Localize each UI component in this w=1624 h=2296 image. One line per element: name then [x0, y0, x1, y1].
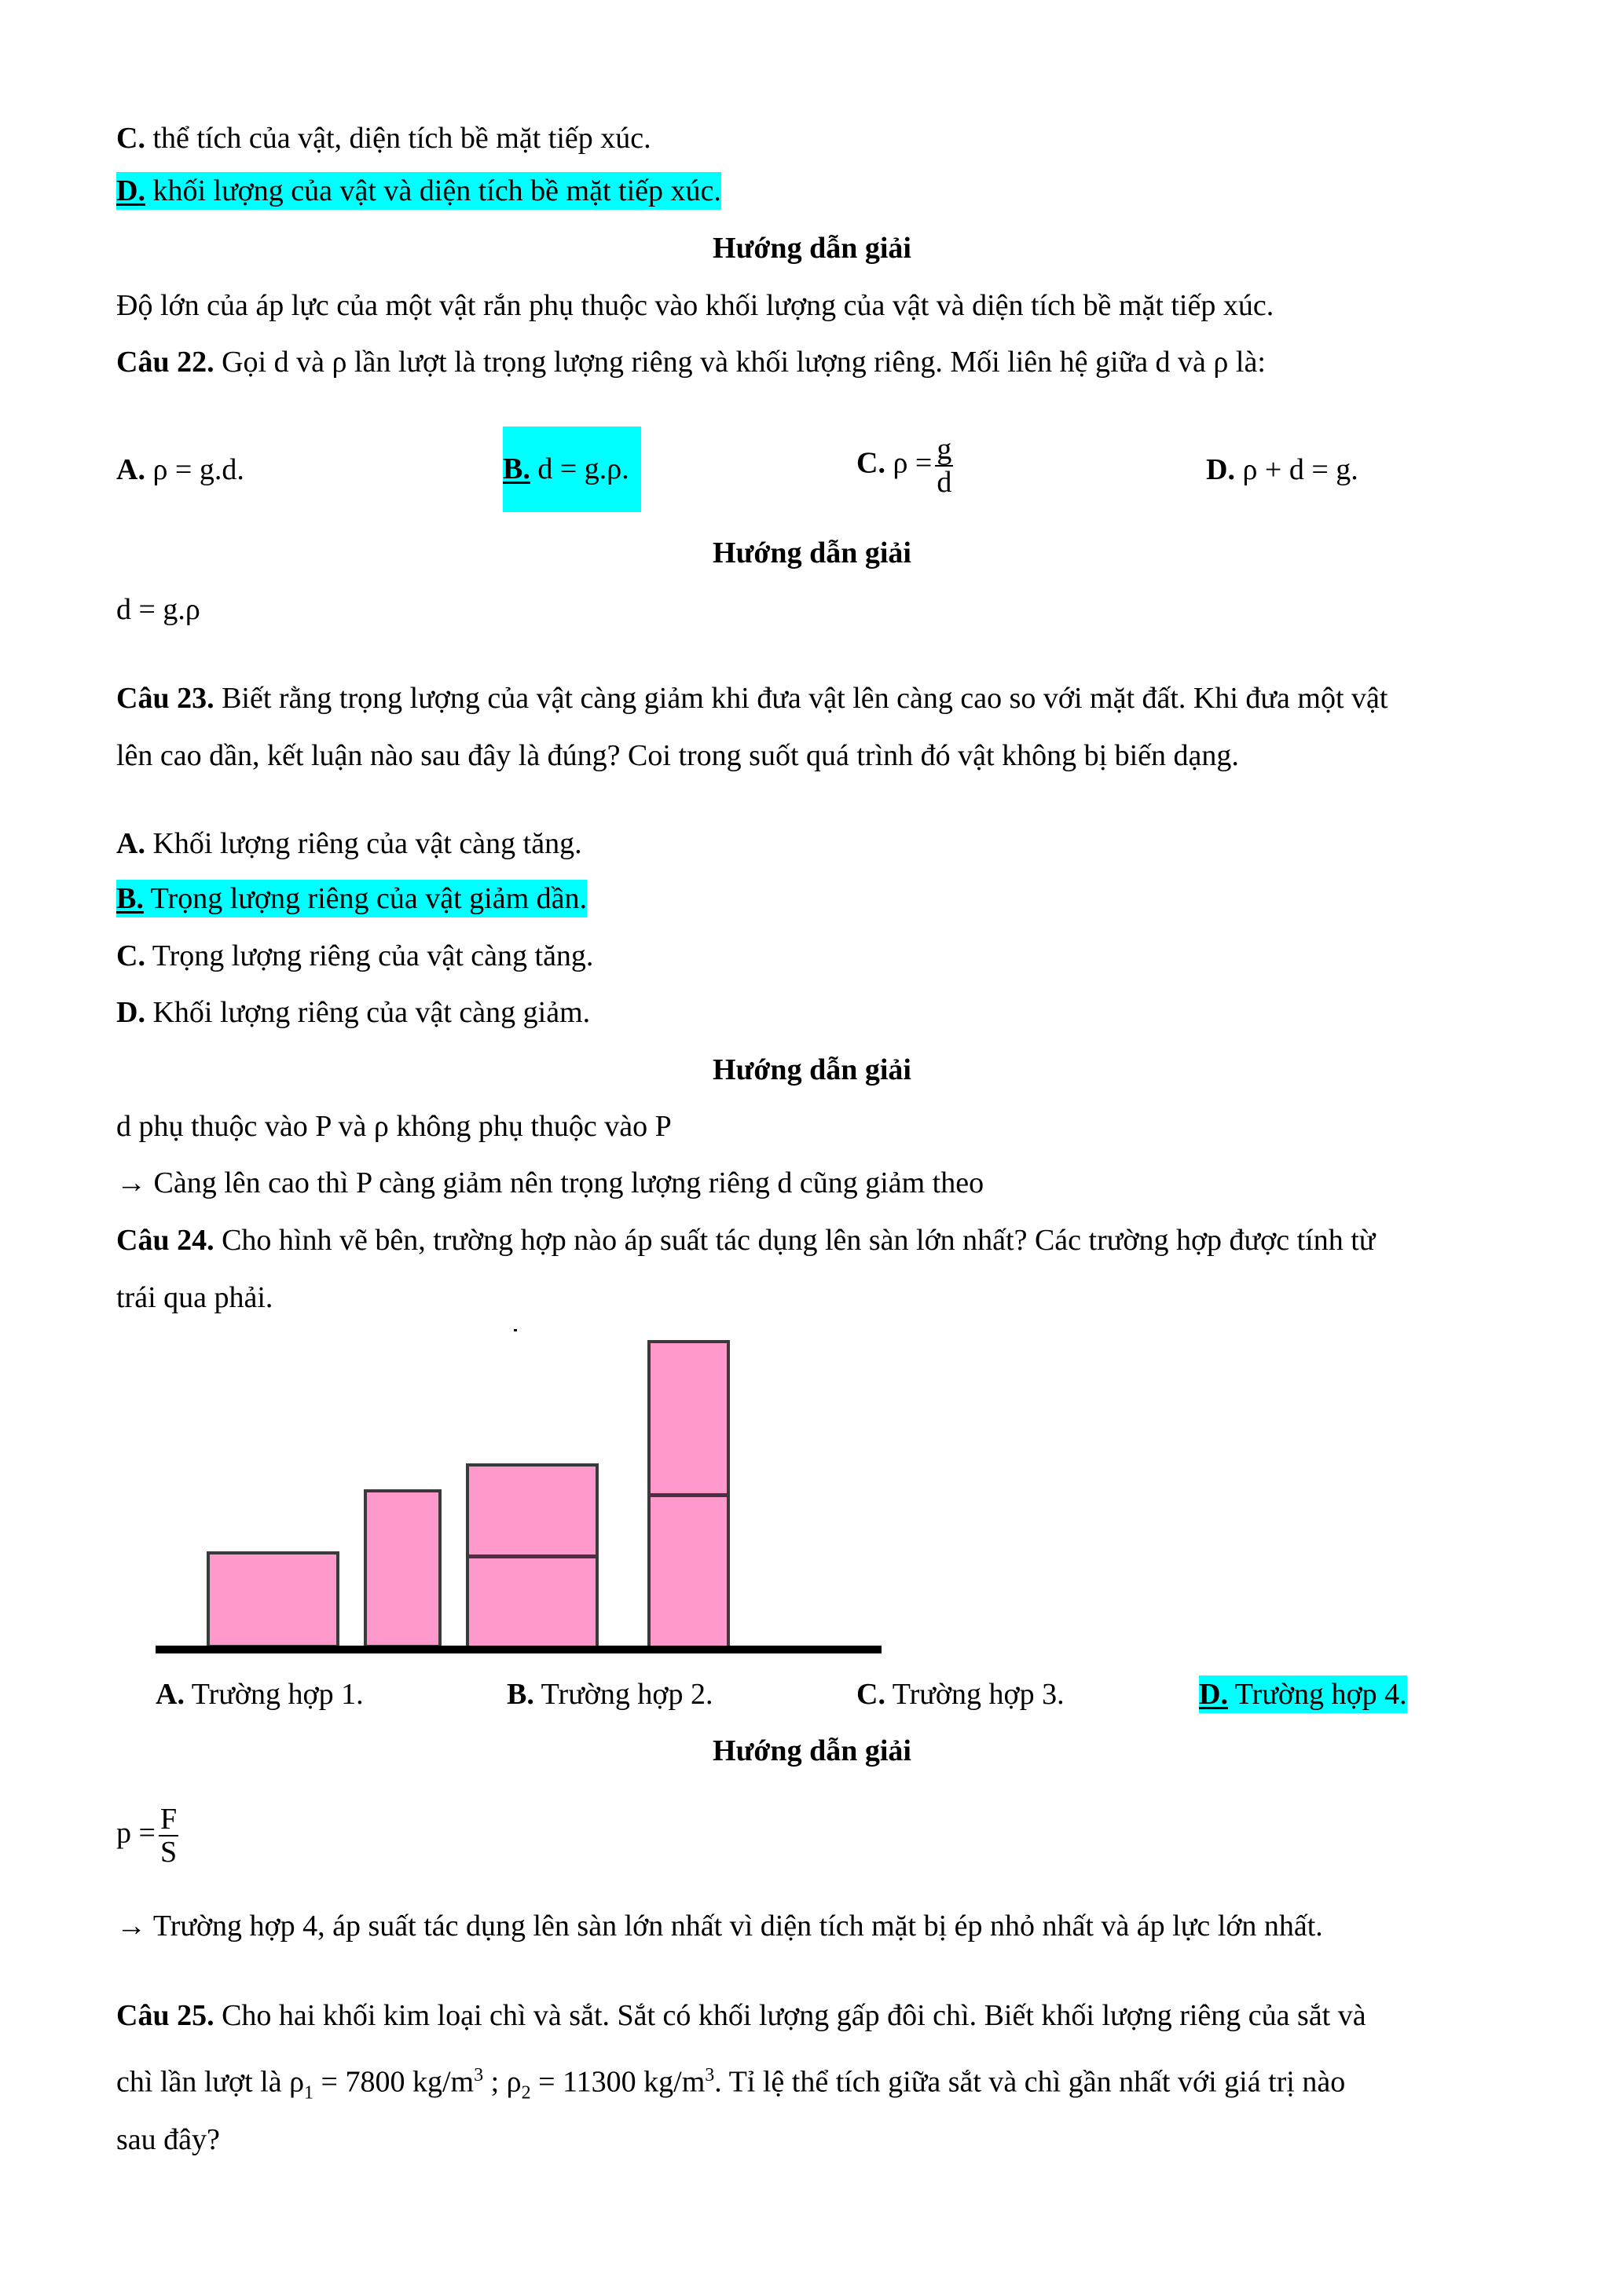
option-label: C.: [856, 1678, 885, 1711]
question-text: Cho hai khối kim loại chì và sắt. Sắt có khối lượng gấp đôi chì. Biết khối lượng riêng của sắt và: [214, 1999, 1366, 2032]
option-label: D.: [1199, 1678, 1228, 1711]
fraction-denominator: d: [937, 466, 952, 499]
text-segment: ; ρ: [483, 2065, 522, 2099]
question-number: Câu 24.: [116, 1224, 214, 1257]
option-text: Khối lượng riêng của vật càng tăng.: [145, 827, 582, 860]
option-label: A.: [116, 453, 145, 486]
q24-option-b: [507, 1675, 713, 1713]
fraction: [935, 434, 953, 498]
option-label: D.: [1206, 453, 1235, 486]
text-segment: . Tỉ lệ thể tích giữa sắt và chì gần nhất với giá trị nào: [714, 2065, 1346, 2099]
q21-option-c: [116, 119, 651, 157]
q24-option-a: [156, 1675, 364, 1713]
option-label: A.: [116, 827, 145, 860]
option-label: B.: [507, 1678, 534, 1711]
text-segment: chì lần lượt là ρ: [116, 2065, 305, 2099]
option-text: Trường hợp 4.: [1227, 1678, 1407, 1711]
q24-prompt-line1: [116, 1221, 1375, 1259]
option-label: D.: [116, 174, 145, 207]
option-text: Trường hợp 3.: [885, 1678, 1065, 1711]
pressure-formula: [116, 1803, 178, 1868]
block-divider-case-4: [651, 1493, 727, 1497]
q25-prompt-line3: sau đây?: [116, 2123, 220, 2156]
arrow-right-icon: →: [116, 1166, 146, 1199]
option-label: C.: [116, 939, 145, 972]
solution-line2: [116, 1164, 984, 1202]
option-text: Trọng lượng riêng của vật giảm dần.: [143, 882, 588, 915]
block-case-2: [364, 1489, 442, 1648]
q21-option-d-correct: [116, 172, 721, 210]
option-text: Trọng lượng riêng của vật càng tăng.: [145, 939, 594, 972]
rho1-exponent: 3: [474, 2065, 484, 2085]
fraction: [159, 1803, 178, 1868]
rho1-subscript: 1: [304, 2082, 314, 2104]
formula-lhs: p =: [116, 1816, 156, 1850]
fraction-numerator: F: [159, 1803, 178, 1836]
q23-option-a: [116, 825, 582, 862]
solution-heading: Hướng dẫn giải: [713, 1053, 911, 1086]
q23-option-c: [116, 937, 593, 975]
q22-prompt: [116, 343, 1266, 381]
q24-prompt-line2: trái qua phải.: [116, 1281, 273, 1314]
solution-heading: Hướng dẫn giải: [713, 1734, 911, 1767]
solution-text: Trường hợp 4, áp suất tác dụng lên sàn lớn nhất vì diện tích mặt bị ép nhỏ nhất và áp lực lớn nhất.: [146, 1910, 1323, 1943]
q25-prompt-line1: [116, 1997, 1366, 2034]
fraction-numerator: g: [937, 433, 952, 466]
q24-option-d-correct: [1199, 1675, 1407, 1713]
solution-heading: Hướng dẫn giải: [713, 536, 911, 569]
solution-text: Càng lên cao thì P càng giảm nên trọng lượng riêng d cũng giảm theo: [146, 1166, 984, 1199]
q24-solution-text: [116, 1907, 1323, 1945]
q23-prompt-line1: [116, 679, 1388, 717]
option-text: Trường hợp 2.: [533, 1678, 713, 1711]
option-text: ρ + d = g.: [1234, 453, 1358, 486]
option-text: d = g.ρ.: [530, 452, 629, 485]
block-divider-case-3: [469, 1554, 596, 1558]
question-number: Câu 23.: [116, 682, 214, 715]
option-text: khối lượng của vật và diện tích bề mặt tiếp xúc.: [145, 174, 721, 207]
solution-heading: Hướng dẫn giải: [713, 232, 911, 265]
arrow-right-icon: →: [116, 1910, 146, 1943]
option-text: thể tích của vật, diện tích bề mặt tiếp xúc.: [145, 122, 651, 155]
ground-line: [156, 1646, 882, 1653]
option-label: D.: [116, 996, 145, 1029]
block-case-1: [207, 1551, 339, 1648]
option-label: B.: [116, 882, 144, 915]
question-text: Cho hình vẽ bên, trường hợp nào áp suất tác dụng lên sàn lớn nhất? Các trường hợp được tính từ: [214, 1224, 1376, 1257]
option-label: B.: [503, 452, 530, 485]
option-text: ρ = g.d.: [145, 453, 244, 486]
question-text: Gọi d và ρ lần lượt là trọng lượng riêng và khối lượng riêng. Mối liên hệ giữa d và ρ là:: [214, 346, 1266, 379]
solution-text: Độ lớn của áp lực của một vật rắn phụ thuộc vào khối lượng của vật và diện tích bề mặt tiếp xúc.: [116, 289, 1274, 322]
stray-dot: [514, 1329, 517, 1331]
question-number: Câu 25.: [116, 1999, 214, 2032]
q23-option-d: [116, 994, 590, 1031]
question-text: Biết rằng trọng lượng của vật càng giảm khi đưa vật lên càng cao so với mặt đất. Khi đưa một vật: [214, 682, 1388, 715]
solution-line1: d phụ thuộc vào P và ρ không phụ thuộc vào P: [116, 1110, 672, 1143]
rho1-value: = 7800 kg/m: [313, 2065, 475, 2099]
question-number: Câu 22.: [116, 346, 214, 379]
q22-option-a: [116, 451, 244, 489]
option-label: A.: [156, 1678, 185, 1711]
q23-option-b-correct: [116, 880, 587, 917]
fraction-denominator: S: [159, 1836, 178, 1869]
option-text: Trường hợp 1.: [184, 1678, 364, 1711]
q22-option-d: [1206, 451, 1358, 489]
option-text: ρ =: [885, 446, 933, 480]
q25-prompt-line2: [116, 2056, 1345, 2111]
option-text: Khối lượng riêng của vật càng giảm.: [145, 996, 591, 1029]
option-label: C.: [856, 446, 885, 480]
q22-option-b-correct: [503, 427, 641, 512]
q22-option-c: [856, 434, 953, 498]
q24-option-c: [856, 1675, 1065, 1713]
rho2-value: = 11300 kg/m: [530, 2065, 706, 2099]
solution-text: d = g.ρ: [116, 593, 200, 626]
rho2-subscript: 2: [521, 2082, 531, 2104]
q23-prompt-line2: lên cao dần, kết luận nào sau đây là đúng? Coi trong suốt quá trình đó vật không bị biến dạng.: [116, 739, 1239, 772]
option-label: C.: [116, 122, 145, 155]
rho2-exponent: 3: [705, 2065, 715, 2085]
